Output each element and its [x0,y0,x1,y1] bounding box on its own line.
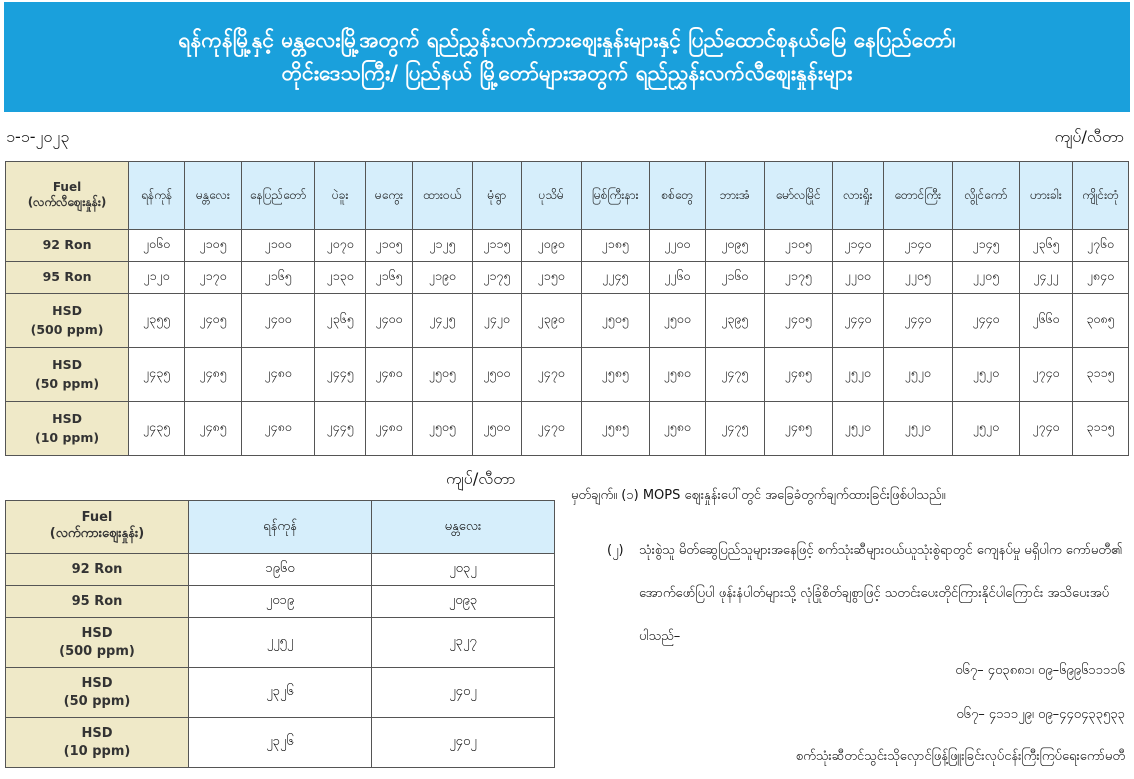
price-cell: ၂၄၀၂ [372,668,555,718]
price-cell: ၃၁၁၅ [1072,402,1128,456]
price-cell: ၂၅၂၀ [883,402,952,456]
fuel-type-cell [6,348,129,402]
fuel-header-line: Fuel [52,179,82,194]
price-cell: ၂၁၇၅ [764,262,832,294]
fuel-type-line: HSD [52,411,82,427]
fuel-column-header [6,162,129,230]
price-cell: ၂၃၆၅ [1020,230,1073,262]
price-cell: ၂၁၇၅ [472,262,521,294]
committee-name: စက်သုံးဆီတင်သွင်းသိုလှောင်ဖြန့်ဖြူးခြင်းလုပ်ငန်းကြီးကြပ်ရေးကော်မတီ [795,749,1125,764]
city-column-header: ပဲခူး [315,162,366,230]
fuel-type-cell [6,262,129,294]
fuel-type-line: (500 ppm) [30,321,104,337]
retail-header-row [6,162,1129,230]
city-column-header: မြစ်ကြီးနား [581,162,649,230]
wholesale-price-table [5,500,555,768]
fuel-header-line: (လက်ကားဈေးနှုန်း) [49,526,145,541]
fuel-type-cell [6,230,129,262]
wholesale-header-row [6,501,555,554]
date-label: ၁-၁-၂၀၂၃ [6,127,70,146]
price-cell: ၂၁၃၀ [315,262,366,294]
city-column-header: လွိုင်ကော် [952,162,1019,230]
price-cell: ၂၂၅၂ [189,618,372,668]
price-cell: ၂၀၆၀ [129,230,185,262]
table-row [6,348,1129,402]
price-cell: ၂၆၆၀ [1020,294,1073,348]
price-cell: ၂၃၂၇ [372,618,555,668]
price-cell: ၂၄၈၀ [241,402,314,456]
table-row [6,718,555,768]
fuel-type-line: (10 ppm) [63,743,131,759]
price-cell: ၂၁၇၀ [185,262,242,294]
price-cell: ၂၅၀၀ [472,348,521,402]
fuel-type-line: (50 ppm) [34,375,100,391]
price-cell: ၂၀၉၅ [705,230,764,262]
price-cell: ၂၁၈၅ [581,230,649,262]
price-cell: ၂၃၉၀ [521,294,581,348]
price-cell: ၂၇၄၀ [1020,348,1073,402]
city-column-header: ရန်ကုန် [129,162,185,230]
price-cell: ၂၁၀၅ [366,230,413,262]
note-2 [607,529,1129,658]
price-cell: ၂၃၅၅ [129,294,185,348]
price-cell: ၂၄၈၅ [764,348,832,402]
title-banner [4,2,1130,112]
price-cell: ၂၄၇၅ [705,402,764,456]
price-cell: ၂၂၀၅ [883,262,952,294]
price-cell: ၂၈၄၀ [1072,262,1128,294]
price-cell: ၂၄၄၀ [952,294,1019,348]
price-cell: ၃၁၁၅ [1072,348,1128,402]
price-cell: ၂၁၀၅ [764,230,832,262]
price-cell: ၂၂၆၀ [649,262,705,294]
city-column-header: နေပြည်တော် [241,162,314,230]
fuel-column-header [6,501,189,554]
table-row [6,668,555,718]
city-column-header: မကွေး [366,162,413,230]
price-cell: ၂၃၉၅ [705,294,764,348]
price-cell: ၂၅၈၅ [581,348,649,402]
fuel-type-line: (500 ppm) [59,643,135,659]
price-cell: ၂၄၃၅ [129,348,185,402]
price-cell: ၂၁၂၅ [412,230,472,262]
price-cell: ၂၄၇၀ [521,402,581,456]
price-cell: ၂၂၀၅ [952,262,1019,294]
retail-unit-label: ကျပ်/လီတာ [1054,127,1124,146]
price-cell: ၂၂၀၀ [649,230,705,262]
table-row [6,262,1129,294]
fuel-type-line: HSD [52,303,82,319]
price-cell: ၂၄၈၅ [185,402,242,456]
price-cell: ၂၄၇၀ [521,348,581,402]
fuel-header-line: Fuel [81,510,113,525]
fuel-type-line: (10 ppm) [34,429,100,445]
banner-line-2: တိုင်းဒေသကြီး/ ပြည်နယ် မြို့တော်များအတွက် ရည်ညွှန်းလက်လီဈေးနှုန်းများ [281,61,853,85]
table-row [6,554,555,586]
price-cell: ၂၄၄၅ [315,402,366,456]
table-row [6,294,1129,348]
price-cell: ၂၂၀၀ [832,262,883,294]
banner-line-1: ရန်ကုန်မြို့နှင့် မန္တလေးမြို့အတွက် ရည်ညွှန်းလက်ကားဈေးနှုန်းများနှင့် ပြည်ထောင်စုနယ်မြေ နေပြည်တော်၊ [178,28,956,53]
table-row [6,586,555,618]
note-2-text: သုံးစွဲသူ မိတ်ဆွေပြည်သူများအနေဖြင့် စက်သုံးဆီများဝယ်ယူသုံးစွဲရာတွင် ကျေနပ်မှု မရှိပါက ကော်မတီ၏ အောက်ဖော်ပြပါ ဖုန်းနံပါတ်များသို့ လုံခြုံစိတ်ချစွာဖြင့် သတင်းပေးတိုင်ကြားနိုင်ပါကြောင်း အသိပေးအပ်ပါသည်– [639,543,1123,644]
price-cell: ၂၁၂၀ [129,262,185,294]
price-cell: ၂၃၂၆ [189,718,372,768]
table-row [6,402,1129,456]
fuel-type-line: HSD [81,725,113,741]
price-cell: ၂၅၀၅ [581,294,649,348]
fuel-type-line: 95 Ron [42,269,92,285]
price-cell: ၂၄၀၂ [372,718,555,768]
price-cell: ၂၄၄၀ [832,294,883,348]
price-cell: ၂၁၉၀ [412,262,472,294]
price-cell: ၂၅၀၀ [472,402,521,456]
price-cell: ၂၄၈၅ [185,348,242,402]
retail-price-table [5,161,1129,456]
phone-line-1: ၀၆၇– ၄၀၃၈၈၁၊ ၀၉–၆၉၉၆၁၁၁၁၆ [955,663,1125,678]
price-cell: ၂၁၄၀ [832,230,883,262]
city-column-header: လားရှိုး [832,162,883,230]
price-cell: ၂၄၂၅ [412,294,472,348]
city-column-header: ဟားခါး [1020,162,1073,230]
price-cell: ၂၄၇၅ [705,348,764,402]
table-row [6,618,555,668]
price-cell: ၂၄၈၅ [764,402,832,456]
price-cell: ၂၁၁၅ [472,230,521,262]
price-cell: ၂၅၂၀ [832,348,883,402]
price-cell: ၂၁၅၀ [521,262,581,294]
city-column-header: စစ်တွေ [649,162,705,230]
price-cell: ၂၁၄၅ [952,230,1019,262]
wholesale-unit-label: ကျပ်/လီတာ [446,469,516,488]
price-cell: ၂၅၂၀ [952,348,1019,402]
fuel-type-cell [6,554,189,586]
price-cell: ၂၄၀၅ [764,294,832,348]
table-row [6,230,1129,262]
price-cell: ၂၅၂၀ [952,402,1019,456]
price-cell: ၁၉၆၀ [189,554,372,586]
city-column-header: မန္တလေး [185,162,242,230]
price-cell: ၂၁၀၅ [185,230,242,262]
fuel-type-line: 92 Ron [71,561,123,577]
price-cell: ၂၄၄၅ [315,348,366,402]
city-column-header: မော်လမြိုင် [764,162,832,230]
price-cell: ၂၁၀၀ [241,230,314,262]
price-cell: ၂၅၀၀ [649,294,705,348]
price-cell: ၂၁၆၀ [705,262,764,294]
fuel-type-line: (50 ppm) [63,693,131,709]
fuel-type-cell [6,586,189,618]
fuel-type-line: 95 Ron [71,593,123,609]
price-cell: ၂၄၀၀ [366,294,413,348]
price-cell: ၂၄၀၀ [241,294,314,348]
city-column-header: တောင်ကြီး [883,162,952,230]
price-cell: ၂၄၂၂ [1020,262,1073,294]
price-cell: ၂၇၄၀ [1020,402,1073,456]
price-cell: ၂၁၆၅ [241,262,314,294]
fuel-type-line: 92 Ron [42,237,92,253]
price-cell: ၂၄၀၅ [185,294,242,348]
price-cell: ၂၀၉၃ [372,586,555,618]
price-cell: ၂၃၆၅ [315,294,366,348]
price-cell: ၂၄၂၀ [472,294,521,348]
note-1: မှတ်ချက်။ (၁) MOPS ဈေးနှုန်းပေါ်တွင် အခြေခံတွက်ချက်ထားခြင်းဖြစ်ပါသည်။ [571,488,946,503]
price-cell: ၂၂၄၅ [581,262,649,294]
price-cell: ၂၅၈၀ [649,348,705,402]
city-column-header: ရန်ကုန် [189,501,372,554]
note-2-number: (၂) [607,543,624,558]
price-cell: ၂၅၀၅ [412,402,472,456]
price-cell: ၂၁၆၅ [366,262,413,294]
price-cell: ၂၄၈၀ [241,348,314,402]
price-cell: ၂၅၂၀ [883,348,952,402]
city-column-header: ဘားအံ [705,162,764,230]
price-cell: ၂၅၀၅ [412,348,472,402]
city-column-header: ကျိုင်းတုံ [1072,162,1128,230]
price-cell: ၂၃၂၆ [189,668,372,718]
phone-line-2: ၀၆၇– ၄၁၁၁၂၉၊ ၀၉–၄၄၀၄၃၃၅၃၃ [956,707,1125,722]
price-cell: ၂၀၉၀ [521,230,581,262]
price-cell: ၂၀၃၂ [372,554,555,586]
price-cell: ၂၅၂၀ [832,402,883,456]
price-cell: ၂၅၈၀ [649,402,705,456]
fuel-type-cell [6,402,129,456]
price-cell: ၂၀၁၉ [189,586,372,618]
price-cell: ၂၄၄၀ [883,294,952,348]
fuel-type-line: HSD [81,675,113,691]
city-column-header: မုံရွာ [472,162,521,230]
fuel-header-line: (လက်လီဈေးနှုန်း) [27,194,107,209]
city-column-header: ပုသိမ် [521,162,581,230]
fuel-type-line: HSD [81,625,113,641]
fuel-type-cell [6,718,189,768]
fuel-type-cell [6,618,189,668]
price-cell: ၂၅၈၅ [581,402,649,456]
price-cell: ၂၄၃၅ [129,402,185,456]
city-column-header: မန္တလေး [372,501,555,554]
price-cell: ၂၄၈၀ [366,402,413,456]
price-cell: ၂၇၆၀ [1072,230,1128,262]
fuel-type-cell [6,294,129,348]
price-cell: ၂၀၇၀ [315,230,366,262]
fuel-type-line: HSD [52,357,82,373]
city-column-header: ထားဝယ် [412,162,472,230]
fuel-type-cell [6,668,189,718]
price-cell: ၂၄၈၀ [366,348,413,402]
price-cell: ၃၀၈၅ [1072,294,1128,348]
price-cell: ၂၁၄၀ [883,230,952,262]
